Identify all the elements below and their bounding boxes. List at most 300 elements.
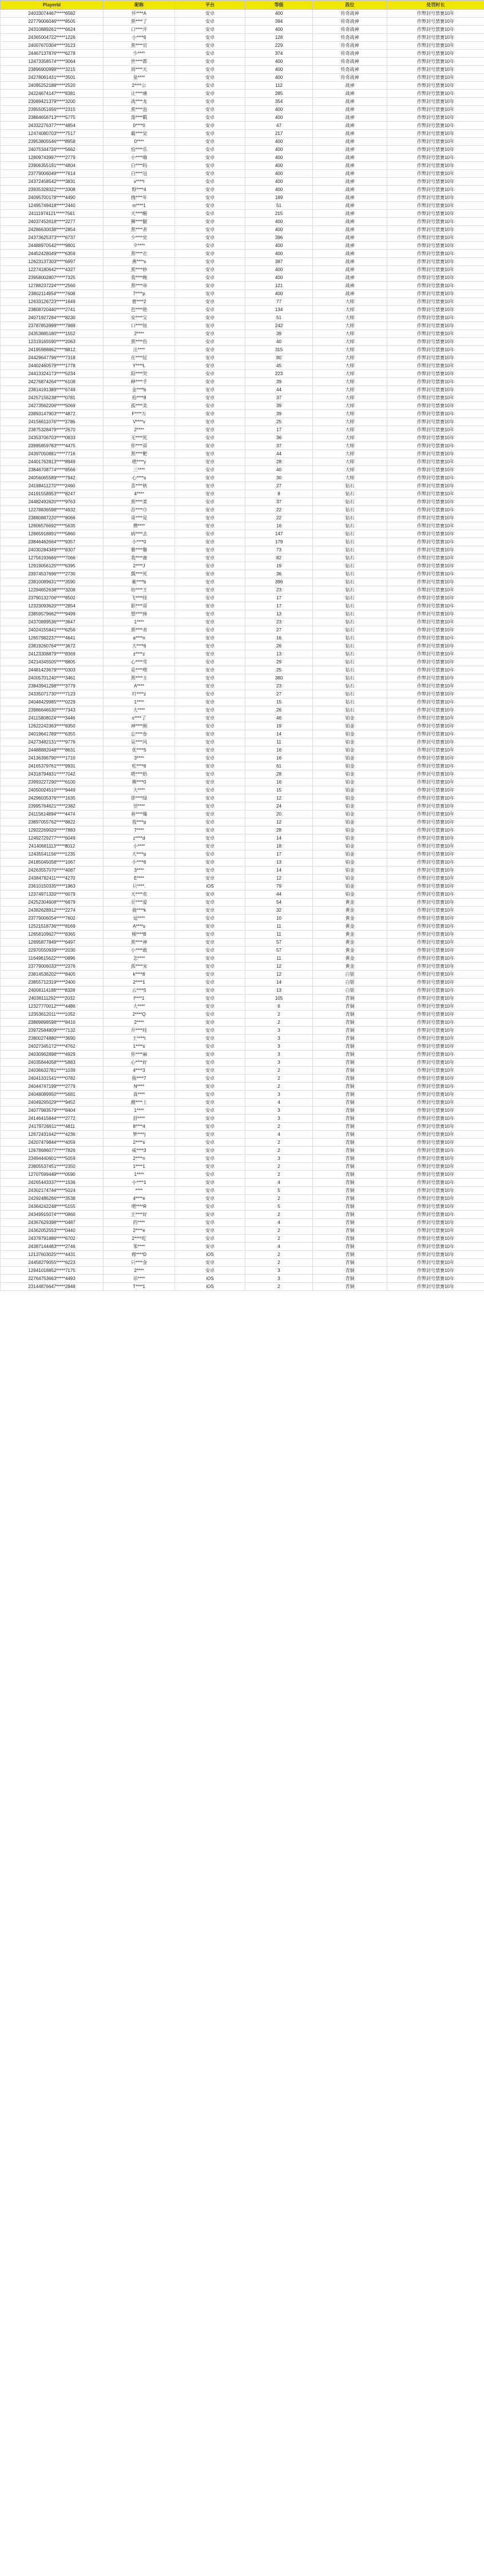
level-cell[interactable]: 39	[245, 410, 313, 418]
nickname-cell[interactable]: 即****绿	[104, 794, 175, 802]
rank-cell[interactable]: 黄金	[313, 947, 387, 955]
rank-cell[interactable]: 战神	[313, 186, 387, 194]
rank-cell[interactable]: 大师	[313, 474, 387, 482]
rank-cell[interactable]: 战神	[313, 226, 387, 234]
rank-cell[interactable]: 钻石	[313, 554, 387, 562]
player-id-cell[interactable]: 24035844058*****5883	[1, 1059, 104, 1067]
rank-cell[interactable]: 大师	[313, 314, 387, 322]
nickname-cell[interactable]: 的****	[104, 1219, 175, 1227]
penalty-cell[interactable]: 作弊封号禁赛10年	[387, 442, 484, 450]
penalty-cell[interactable]: 作弊封号禁赛10年	[387, 634, 484, 642]
platform-cell[interactable]: 安卓	[175, 370, 245, 378]
nickname-cell[interactable]: 呆****风	[104, 738, 175, 746]
platform-cell[interactable]: 安卓	[175, 114, 245, 122]
nickname-cell[interactable]: E****	[104, 874, 175, 882]
nickname-cell[interactable]: 1****	[104, 618, 175, 626]
rank-cell[interactable]: 钻石	[313, 546, 387, 554]
nickname-cell[interactable]: 曹****2	[104, 298, 175, 306]
penalty-cell[interactable]: 作弊封号禁赛10年	[387, 426, 484, 434]
rank-cell[interactable]: 钻石	[313, 562, 387, 570]
nickname-cell[interactable]: 梯****B	[104, 931, 175, 939]
level-cell[interactable]: 51	[245, 202, 313, 210]
penalty-cell[interactable]: 作弊封号禁赛10年	[387, 482, 484, 490]
rank-cell[interactable]: 铂金	[313, 738, 387, 746]
penalty-cell[interactable]: 作弊封号禁赛10年	[387, 242, 484, 250]
player-id-cell[interactable]: 24111974121*****7561	[1, 210, 104, 218]
player-id-cell[interactable]: 24207479844*****4059	[1, 1139, 104, 1147]
nickname-cell[interactable]: 黑****泡	[104, 106, 175, 114]
penalty-cell[interactable]: 作弊封号禁赛10年	[387, 282, 484, 290]
platform-cell[interactable]: 安卓	[175, 746, 245, 754]
player-id-cell[interactable]: 23864656713*****5775	[1, 114, 104, 122]
player-id-cell[interactable]: 24165379761*****9931	[1, 762, 104, 770]
player-id-cell[interactable]: 12327770012*****4486	[1, 1003, 104, 1011]
rank-cell[interactable]: 战神	[313, 138, 387, 146]
rank-cell[interactable]: 青铜	[313, 1011, 387, 1019]
player-id-cell[interactable]: 24071927284*****8230	[1, 314, 104, 322]
penalty-cell[interactable]: 作弊封号禁赛10年	[387, 931, 484, 939]
level-cell[interactable]: 36	[245, 570, 313, 578]
level-cell[interactable]: 4	[245, 1099, 313, 1107]
penalty-cell[interactable]: 作弊封号禁赛10年	[387, 42, 484, 50]
level-cell[interactable]: 394	[245, 18, 313, 26]
nickname-cell[interactable]: 心****好	[104, 1059, 175, 1067]
player-id-cell[interactable]: 24095252188*****2520	[1, 82, 104, 90]
player-id-cell[interactable]: 24136396790*****1710	[1, 754, 104, 762]
level-cell[interactable]: 12	[245, 874, 313, 882]
header-player-id[interactable]: PlayerId	[1, 1, 104, 10]
penalty-cell[interactable]: 作弊封号禁赛10年	[387, 995, 484, 1003]
penalty-cell[interactable]: 作弊封号禁赛10年	[387, 1211, 484, 1219]
penalty-cell[interactable]: 作弊封号禁赛10年	[387, 586, 484, 594]
level-cell[interactable]: 27	[245, 482, 313, 490]
penalty-cell[interactable]: 作弊封号禁赛10年	[387, 786, 484, 794]
nickname-cell[interactable]: 哥****是	[104, 514, 175, 522]
rank-cell[interactable]: 铂金	[313, 802, 387, 810]
player-id-cell[interactable]: 12658109627*****8365	[1, 931, 104, 939]
penalty-cell[interactable]: 作弊封号禁赛10年	[387, 1091, 484, 1099]
platform-cell[interactable]: 安卓	[175, 1203, 245, 1211]
platform-cell[interactable]: 安卓	[175, 538, 245, 546]
penalty-cell[interactable]: 作弊封号禁赛10年	[387, 82, 484, 90]
platform-cell[interactable]: 安卓	[175, 1267, 245, 1275]
penalty-cell[interactable]: 作弊封号禁赛10年	[387, 923, 484, 931]
penalty-cell[interactable]: 作弊封号禁赛10年	[387, 1011, 484, 1019]
platform-cell[interactable]: 安卓	[175, 754, 245, 762]
nickname-cell[interactable]: 7****	[104, 826, 175, 834]
rank-cell[interactable]: 钻石	[313, 506, 387, 514]
player-id-cell[interactable]: 24049295029*****9452	[1, 1099, 104, 1107]
platform-cell[interactable]: 安卓	[175, 602, 245, 610]
penalty-cell[interactable]: 作弊封号禁赛10年	[387, 987, 484, 995]
penalty-cell[interactable]: 作弊封号禁赛10年	[387, 1027, 484, 1035]
penalty-cell[interactable]: 作弊封号禁赛10年	[387, 18, 484, 26]
player-id-cell[interactable]: 22970550939*****2030	[1, 947, 104, 955]
rank-cell[interactable]: 大师	[313, 370, 387, 378]
nickname-cell[interactable]: 拽****年	[104, 194, 175, 202]
level-cell[interactable]: 6	[245, 1003, 313, 1011]
player-id-cell[interactable]: 24038111292*****2032	[1, 995, 104, 1003]
rank-cell[interactable]: 黄金	[313, 963, 387, 971]
platform-cell[interactable]: 安卓	[175, 426, 245, 434]
level-cell[interactable]: 15	[245, 786, 313, 794]
platform-cell[interactable]: 安卓	[175, 1243, 245, 1251]
player-id-cell[interactable]: 24198411270*****2460	[1, 482, 104, 490]
level-cell[interactable]: 242	[245, 322, 313, 330]
player-id-cell[interactable]: 23906355191*****4804	[1, 162, 104, 170]
nickname-cell[interactable]: 少****党	[104, 234, 175, 242]
rank-cell[interactable]: 白银	[313, 987, 387, 995]
nickname-cell[interactable]: 叮****z	[104, 690, 175, 698]
nickname-cell[interactable]: 三****	[104, 466, 175, 474]
level-cell[interactable]: 354	[245, 98, 313, 106]
level-cell[interactable]: 12	[245, 818, 313, 826]
level-cell[interactable]: 46	[245, 714, 313, 722]
nickname-cell[interactable]: 小****6	[104, 858, 175, 866]
rank-cell[interactable]: 青铜	[313, 1235, 387, 1243]
platform-cell[interactable]: 安卓	[175, 1003, 245, 1011]
rank-cell[interactable]: 铂金	[313, 858, 387, 866]
player-id-cell[interactable]: 12695877849*****6497	[1, 939, 104, 947]
platform-cell[interactable]: 安卓	[175, 434, 245, 442]
platform-cell[interactable]: 安卓	[175, 442, 245, 450]
level-cell[interactable]: 2	[245, 1123, 313, 1131]
player-id-cell[interactable]: 12274180642*****4327	[1, 266, 104, 274]
player-id-cell[interactable]: 24452428049*****6359	[1, 250, 104, 258]
player-id-cell[interactable]: 24384782411*****4270	[1, 874, 104, 882]
penalty-cell[interactable]: 作弊封号禁赛10年	[387, 866, 484, 874]
nickname-cell[interactable]: 0****0	[104, 122, 175, 130]
nickname-cell[interactable]: 狮****腿	[104, 218, 175, 226]
player-id-cell[interactable]: 12678686077*****7826	[1, 1147, 104, 1155]
level-cell[interactable]: 400	[245, 10, 313, 18]
nickname-cell[interactable]: 靓****上	[104, 1099, 175, 1107]
rank-cell[interactable]: 钻石	[313, 698, 387, 706]
level-cell[interactable]: 14	[245, 866, 313, 874]
player-id-cell[interactable]: 24372458542*****3831	[1, 178, 104, 186]
penalty-cell[interactable]: 作弊封号禁赛10年	[387, 874, 484, 882]
nickname-cell[interactable]: 王****t	[104, 1035, 175, 1043]
platform-cell[interactable]: 安卓	[175, 474, 245, 482]
player-id-cell[interactable]: 24364242248*****5155	[1, 1203, 104, 1211]
player-id-cell[interactable]: 23846462664*****9357	[1, 538, 104, 546]
rank-cell[interactable]: 大师	[313, 458, 387, 466]
penalty-cell[interactable]: 作弊封号禁赛10年	[387, 74, 484, 82]
rank-cell[interactable]: 战神	[313, 98, 387, 106]
level-cell[interactable]: 223	[245, 370, 313, 378]
player-id-cell[interactable]: 12707599449*****0590	[1, 1171, 104, 1179]
penalty-cell[interactable]: 作弊封号禁赛10年	[387, 1267, 484, 1275]
rank-cell[interactable]: 黄金	[313, 931, 387, 939]
penalty-cell[interactable]: 作弊封号禁赛10年	[387, 1147, 484, 1155]
penalty-cell[interactable]: 作弊封号禁赛10年	[387, 370, 484, 378]
platform-cell[interactable]: 安卓	[175, 122, 245, 130]
rank-cell[interactable]: 青铜	[313, 1283, 387, 1291]
nickname-cell[interactable]: 吊****	[104, 1275, 175, 1283]
rank-cell[interactable]: 青铜	[313, 1083, 387, 1091]
player-id-cell[interactable]: 23880887220*****8066	[1, 514, 104, 522]
platform-cell[interactable]: 安卓	[175, 762, 245, 770]
player-id-cell[interactable]: 23955051656*****2315	[1, 106, 104, 114]
player-id-cell[interactable]: 24115808024*****3446	[1, 714, 104, 722]
platform-cell[interactable]: 安卓	[175, 1139, 245, 1147]
platform-cell[interactable]: 安卓	[175, 10, 245, 18]
level-cell[interactable]: 25	[245, 418, 313, 426]
platform-cell[interactable]: 安卓	[175, 266, 245, 274]
platform-cell[interactable]: 安卓	[175, 995, 245, 1003]
level-cell[interactable]: 28	[245, 826, 313, 834]
player-id-cell[interactable]: 24006114188*****8328	[1, 987, 104, 995]
level-cell[interactable]: 28	[245, 770, 313, 778]
player-id-cell[interactable]: 24370899536*****3647	[1, 618, 104, 626]
level-cell[interactable]: 19	[245, 722, 313, 730]
platform-cell[interactable]: 安卓	[175, 570, 245, 578]
rank-cell[interactable]: 铂金	[313, 762, 387, 770]
player-id-cell[interactable]: 12374971320*****6079	[1, 891, 104, 899]
level-cell[interactable]: 105	[245, 995, 313, 1003]
level-cell[interactable]: 2	[245, 1195, 313, 1203]
player-id-cell[interactable]: 23790132706*****8502	[1, 594, 104, 602]
platform-cell[interactable]: 安卓	[175, 794, 245, 802]
player-id-cell[interactable]: 23953805546*****8958	[1, 138, 104, 146]
platform-cell[interactable]: 安卓	[175, 186, 245, 194]
player-id-cell[interactable]: 24056065589*****7942	[1, 474, 104, 482]
penalty-cell[interactable]: 作弊封号禁赛10年	[387, 1123, 484, 1131]
platform-cell[interactable]: 安卓	[175, 82, 245, 90]
rank-cell[interactable]: 青铜	[313, 1227, 387, 1235]
nickname-cell[interactable]: 2****1	[104, 979, 175, 987]
nickname-cell[interactable]: 孤****美	[104, 402, 175, 410]
platform-cell[interactable]: 安卓	[175, 106, 245, 114]
nickname-cell[interactable]: 舒****	[104, 1115, 175, 1123]
rank-cell[interactable]: 青铜	[313, 1267, 387, 1275]
level-cell[interactable]: 2	[245, 1083, 313, 1091]
rank-cell[interactable]: 钻石	[313, 490, 387, 498]
penalty-cell[interactable]: 作弊封号禁赛10年	[387, 1067, 484, 1075]
penalty-cell[interactable]: 作弊封号禁赛10年	[387, 706, 484, 714]
penalty-cell[interactable]: 作弊封号禁赛10年	[387, 522, 484, 530]
penalty-cell[interactable]: 作弊封号禁赛10年	[387, 10, 484, 18]
nickname-cell[interactable]: 在****屁	[104, 354, 175, 362]
nickname-cell[interactable]: 2****	[104, 426, 175, 434]
platform-cell[interactable]: 安卓	[175, 899, 245, 907]
penalty-cell[interactable]: 作弊封号禁赛10年	[387, 562, 484, 570]
header-penalty[interactable]: 处罚时长	[387, 1, 484, 10]
player-id-cell[interactable]: 24265443337*****1536	[1, 1179, 104, 1187]
rank-cell[interactable]: 大师	[313, 298, 387, 306]
platform-cell[interactable]: 安卓	[175, 907, 245, 915]
rank-cell[interactable]: 铂金	[313, 826, 387, 834]
nickname-cell[interactable]: 翌****	[104, 802, 175, 810]
nickname-cell[interactable]: 大****p	[104, 850, 175, 858]
player-id-cell[interactable]: 24402460579*****1778	[1, 362, 104, 370]
nickname-cell[interactable]: 2****n	[104, 1155, 175, 1163]
penalty-cell[interactable]: 作弊封号禁赛10年	[387, 754, 484, 762]
platform-cell[interactable]: 安卓	[175, 210, 245, 218]
nickname-cell[interactable]: 泉****	[104, 74, 175, 82]
nickname-cell[interactable]: 真****	[104, 1091, 175, 1099]
platform-cell[interactable]: 安卓	[175, 1171, 245, 1179]
rank-cell[interactable]: 铂金	[313, 786, 387, 794]
platform-cell[interactable]: 安卓	[175, 947, 245, 955]
level-cell[interactable]: 134	[245, 306, 313, 314]
rank-cell[interactable]: 铂金	[313, 810, 387, 818]
player-id-cell[interactable]: 23610150335*****1963	[1, 882, 104, 891]
platform-cell[interactable]: 安卓	[175, 258, 245, 266]
rank-cell[interactable]: 青铜	[313, 1051, 387, 1059]
nickname-cell[interactable]: 0****	[104, 138, 175, 146]
rank-cell[interactable]: 钻石	[313, 706, 387, 714]
nickname-cell[interactable]: 安****宝	[104, 314, 175, 322]
platform-cell[interactable]: 安卓	[175, 1219, 245, 1227]
player-id-cell[interactable]: 24292486266*****3538	[1, 1195, 104, 1203]
penalty-cell[interactable]: 作弊封号禁赛10年	[387, 178, 484, 186]
rank-cell[interactable]: 青铜	[313, 1243, 387, 1251]
nickname-cell[interactable]: 2****	[104, 1019, 175, 1027]
player-id-cell[interactable]: 23144876647*****2848	[1, 1283, 104, 1291]
player-id-cell[interactable]: 23805537451*****2350	[1, 1163, 104, 1171]
platform-cell[interactable]: 安卓	[175, 1155, 245, 1163]
level-cell[interactable]: 37	[245, 394, 313, 402]
platform-cell[interactable]: 安卓	[175, 698, 245, 706]
platform-cell[interactable]: 安卓	[175, 98, 245, 106]
platform-cell[interactable]: 安卓	[175, 642, 245, 650]
penalty-cell[interactable]: 作弊封号禁赛10年	[387, 146, 484, 154]
header-rank[interactable]: 段位	[313, 1, 387, 10]
platform-cell[interactable]: 安卓	[175, 923, 245, 931]
platform-cell[interactable]: 安卓	[175, 1083, 245, 1091]
penalty-cell[interactable]: 作弊封号禁赛10年	[387, 434, 484, 442]
penalty-cell[interactable]: 作弊封号禁赛10年	[387, 826, 484, 834]
penalty-cell[interactable]: 作弊封号禁赛10年	[387, 810, 484, 818]
platform-cell[interactable]: 安卓	[175, 931, 245, 939]
rank-cell[interactable]: 大师	[313, 386, 387, 394]
rank-cell[interactable]: 战神	[313, 234, 387, 242]
player-id-cell[interactable]: 11649615622*****0896	[1, 955, 104, 963]
level-cell[interactable]: 217	[245, 130, 313, 138]
platform-cell[interactable]: 安卓	[175, 50, 245, 58]
rank-cell[interactable]: 钻石	[313, 530, 387, 538]
penalty-cell[interactable]: 作弊封号禁赛10年	[387, 402, 484, 410]
nickname-cell[interactable]: 我****晚	[104, 274, 175, 282]
rank-cell[interactable]: 青铜	[313, 1251, 387, 1259]
platform-cell[interactable]: 安卓	[175, 18, 245, 26]
player-id-cell[interactable]: 24191558953*****8247	[1, 490, 104, 498]
nickname-cell[interactable]: 2****	[104, 1267, 175, 1275]
player-id-cell[interactable]: 12657982237*****4641	[1, 634, 104, 642]
nickname-cell[interactable]: 喜****秋	[104, 482, 175, 490]
level-cell[interactable]: 39	[245, 378, 313, 386]
nickname-cell[interactable]: 7****p	[104, 290, 175, 298]
player-id-cell[interactable]: 12521518736*****8169	[1, 923, 104, 931]
player-id-cell[interactable]: 23779006054*****7602	[1, 915, 104, 923]
penalty-cell[interactable]: 作弊封号禁赛10年	[387, 346, 484, 354]
player-id-cell[interactable]: 12278836598*****4932	[1, 506, 104, 514]
rank-cell[interactable]: 传奇战神	[313, 42, 387, 50]
rank-cell[interactable]: 青铜	[313, 1155, 387, 1163]
player-id-cell[interactable]: 23974537696*****2730	[1, 570, 104, 578]
platform-cell[interactable]: 安卓	[175, 1195, 245, 1203]
nickname-cell[interactable]: 2****吃	[104, 1235, 175, 1243]
level-cell[interactable]: 179	[245, 538, 313, 546]
level-cell[interactable]: 2	[245, 1259, 313, 1267]
penalty-cell[interactable]: 作弊封号禁赛10年	[387, 650, 484, 658]
level-cell[interactable]: 4	[245, 1243, 313, 1251]
level-cell[interactable]: 5	[245, 1187, 313, 1195]
rank-cell[interactable]: 青铜	[313, 1211, 387, 1219]
nickname-cell[interactable]: 大****	[104, 706, 175, 714]
level-cell[interactable]: 44	[245, 386, 313, 394]
nickname-cell[interactable]: 战****龙	[104, 98, 175, 106]
penalty-cell[interactable]: 作弊封号禁赛10年	[387, 850, 484, 858]
rank-cell[interactable]: 钻石	[313, 658, 387, 666]
level-cell[interactable]: 3	[245, 1059, 313, 1067]
player-id-cell[interactable]: 23935328322*****3308	[1, 186, 104, 194]
nickname-cell[interactable]: 小****嗨	[104, 154, 175, 162]
level-cell[interactable]: 27	[245, 626, 313, 634]
rank-cell[interactable]: 大师	[313, 426, 387, 434]
level-cell[interactable]: 400	[245, 146, 313, 154]
platform-cell[interactable]: 安卓	[175, 939, 245, 947]
level-cell[interactable]: 2	[245, 1011, 313, 1019]
platform-cell[interactable]: 安卓	[175, 618, 245, 626]
nickname-cell[interactable]: 大****6	[104, 642, 175, 650]
player-id-cell[interactable]: 24030962898*****4929	[1, 1051, 104, 1059]
nickname-cell[interactable]: 让****痛	[104, 90, 175, 98]
penalty-cell[interactable]: 作弊封号禁赛10年	[387, 258, 484, 266]
rank-cell[interactable]: 战神	[313, 90, 387, 98]
nickname-cell[interactable]: 黑****神	[104, 939, 175, 947]
level-cell[interactable]: 23	[245, 682, 313, 690]
level-cell[interactable]: 5	[245, 1203, 313, 1211]
platform-cell[interactable]: 安卓	[175, 1091, 245, 1099]
platform-cell[interactable]: 安卓	[175, 858, 245, 866]
rank-cell[interactable]: 钻石	[313, 610, 387, 618]
level-cell[interactable]: 285	[245, 90, 313, 98]
platform-cell[interactable]: 安卓	[175, 490, 245, 498]
player-id-cell[interactable]: 24397050881*****7716	[1, 450, 104, 458]
rank-cell[interactable]: 黄金	[313, 899, 387, 907]
level-cell[interactable]: 17	[245, 426, 313, 434]
rank-cell[interactable]: 黄金	[313, 955, 387, 963]
rank-cell[interactable]: 大师	[313, 450, 387, 458]
penalty-cell[interactable]: 作弊封号禁赛10年	[387, 578, 484, 586]
rank-cell[interactable]: 钻石	[313, 482, 387, 490]
level-cell[interactable]: 16	[245, 778, 313, 786]
nickname-cell[interactable]: k****8	[104, 971, 175, 979]
penalty-cell[interactable]: 作弊封号禁赛10年	[387, 642, 484, 650]
level-cell[interactable]: 380	[245, 674, 313, 682]
penalty-cell[interactable]: 作弊封号禁赛10年	[387, 274, 484, 282]
nickname-cell[interactable]: 黑****菜	[104, 498, 175, 506]
nickname-cell[interactable]: 黑****帝	[104, 282, 175, 290]
nickname-cell[interactable]: 只****金	[104, 1259, 175, 1267]
nickname-cell[interactable]: 飞****怪	[104, 594, 175, 602]
player-id-cell[interactable]: 12474080703*****7517	[1, 130, 104, 138]
nickname-cell[interactable]: 嗯****R	[104, 1203, 175, 1211]
level-cell[interactable]: 27	[245, 690, 313, 698]
rank-cell[interactable]: 战神	[313, 178, 387, 186]
penalty-cell[interactable]: 作弊封号禁赛10年	[387, 234, 484, 242]
level-cell[interactable]: 2	[245, 1139, 313, 1147]
player-id-cell[interactable]: 24482492620*****9763	[1, 498, 104, 506]
penalty-cell[interactable]: 作弊封号禁赛10年	[387, 1155, 484, 1163]
platform-cell[interactable]: 安卓	[175, 26, 245, 34]
rank-cell[interactable]: 战神	[313, 130, 387, 138]
penalty-cell[interactable]: 作弊封号禁赛10年	[387, 554, 484, 562]
penalty-cell[interactable]: 作弊封号禁赛10年	[387, 899, 484, 907]
nickname-cell[interactable]: 2****Q	[104, 1011, 175, 1019]
